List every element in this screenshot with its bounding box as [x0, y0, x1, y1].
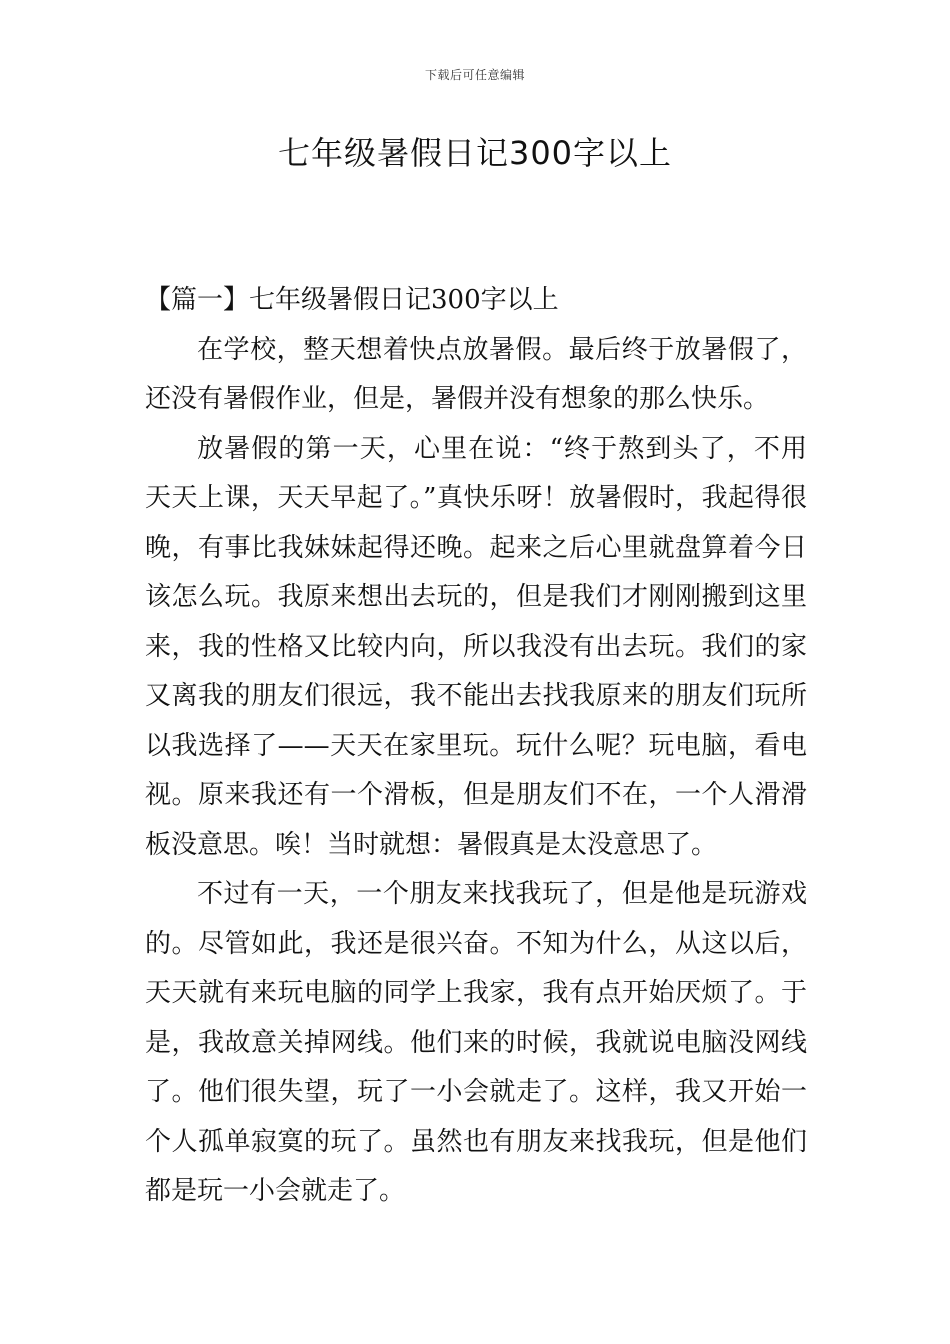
document-title: 七年级暑假日记300字以上 [277, 134, 673, 172]
paragraph-1: 在学校，整天想着快点放暑假。最后终于放暑假了，还没有暑假作业，但是，暑假并没有想象的那么快乐。 [145, 334, 807, 414]
paragraph-2: 放暑假的第一天，心里在说：“终于熬到头了，不用天天上课，天天早起了。”真快乐呀！放暑假时，我起得很晚，有事比我妹妹起得还晚。起来之后心里就盘算着今日该怎么玩。我原来想出去玩的，但是我们才刚刚搬到这里来，我的性格又比较内向，所以我没有出去玩。我们的家又离我的朋友们很远，我不能出去找我原来的朋友们玩所以我选择了——天天在家里玩。玩什么呢？玩电脑，看电视。原来我还有一个滑板，但是朋友们不在，一个人滑滑板没意思。唉！当时就想：暑假真是太没意思了。 [145, 433, 807, 860]
paragraph-3: 不过有一天，一个朋友来找我玩了，但是他是玩游戏的。尽管如此，我还是很兴奋。不知为什么，从这以后，天天就有来玩电脑的同学上我家，我有点开始厌烦了。于是，我故意关掉网线。他们来的时候，我就说电脑没网线了。他们很失望，玩了一小会就走了。这样，我又开始一个人孤单寂寞的玩了。虽然也有朋友来找我玩，但是他们都是玩一小会就走了。 [145, 879, 807, 1206]
header-note: 下载后可任意编辑 [424, 68, 525, 82]
section-heading: 【篇一】七年级暑假日记300字以上 [145, 285, 559, 315]
document-body [145, 276, 807, 1217]
